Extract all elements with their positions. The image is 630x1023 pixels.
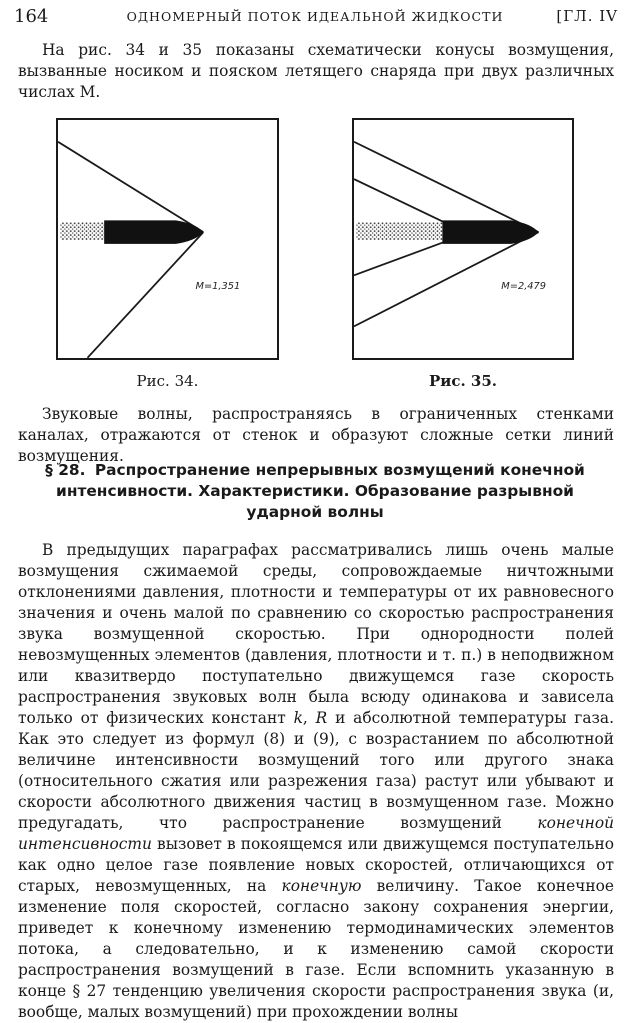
body-text-2: и абсолютной температуры газа. Как это следует из формул (8) и (9), с возрастанием по абсолютной величине интенсивности возмущений того или другого знака (относительного сжатия или разрежения газа) растут или убывают и скорости абсолютного движения частиц в возмущенном газе. Можно предугадать, что распространение возмущений	[18, 709, 614, 832]
body-text-3: вызовет в покоящемся или движущемся поступательно как одно целое газе появление новых скоростей, отличающихся от старых, невозмущенных, на	[18, 835, 614, 895]
chapter-marker: [ГЛ. IV	[556, 7, 618, 25]
figure-35	[352, 118, 574, 360]
figure-34-caption: Рис. 34.	[136, 372, 199, 390]
body-sep: ,	[302, 709, 316, 727]
figure-35-mach-label: M=2,479	[501, 281, 547, 293]
running-title: ОДНОМЕРНЫЙ ПОТОК ИДЕАЛЬНОЙ ЖИДКОСТИ	[126, 9, 504, 24]
page-number: 164	[14, 6, 49, 27]
intro-paragraph: На рис. 34 и 35 показаны схематически конусы возмущения, вызванные носиком и пояском летящего снаряда при двух различных числах М.	[18, 41, 614, 101]
projectile	[104, 220, 203, 244]
symbol-k: k	[293, 709, 303, 727]
figure-35-caption: Рис. 35.	[428, 372, 498, 390]
section-title: Распространение непрерывных возмущений конечной интенсивности. Характеристики. Образование разрывной ударной волны	[56, 461, 585, 521]
symbol-R: R	[315, 709, 328, 727]
figure-34	[56, 118, 279, 360]
section-heading	[22, 460, 608, 523]
figure-35-drawing	[354, 120, 572, 358]
section-symbol: § 28.	[45, 461, 86, 479]
body-paragraph	[18, 540, 614, 1023]
body-text-4: величину. Такое конечное изменение поля скоростей, согласно закону сохранения энергии, приведет к конечному изменению термодинамических элементов потока, а следовательно, и к изменению самой скорости распространения возмущений в газе. Если вспомнить указанную в конце § 27 тенденцию увеличения скорости распространения звука (и, вообще, малых возмущений) при прохождении волны	[18, 877, 614, 1021]
page-header	[12, 6, 618, 30]
projectile	[442, 220, 538, 244]
emphasis-finite: конечную	[281, 877, 362, 895]
shock-line-lower	[87, 232, 203, 358]
belt-shock-upper	[354, 179, 444, 222]
nose-shock-lower	[354, 232, 539, 326]
figure-34-mach-label: M=1,351	[195, 281, 241, 293]
wake-stipple	[356, 222, 442, 240]
wake-stipple	[60, 222, 104, 240]
emphasis-finite-intensity: конечной интенсивности	[18, 814, 614, 853]
figure-34-drawing	[58, 120, 277, 358]
body-text-1: В предыдущих параграфах рассматривались лишь очень малые возмущения сжимаемой среды, сопровождаемые ничтожными отклонениями давления, плотности и температуры от их равновесного значения и очень малой по сравнению со скоростью распространения звука возмущенной скоростью. При однородности полей невозмущенных элементов (давления, плотности и т. п.) в неподвижном или квазитвердо поступательно движущемся газе скорость распространения звуковых волн была всюду одинакова и зависела только от физических констант	[18, 541, 614, 727]
nose-shock-upper	[354, 142, 539, 232]
shock-line-upper	[58, 142, 203, 232]
belt-shock-lower	[354, 242, 444, 275]
after-figures-paragraph: Звуковые волны, распространяясь в ограниченных стенками каналах, отражаются от стенок и образуют сложные сетки линий возмущения.	[18, 405, 614, 465]
